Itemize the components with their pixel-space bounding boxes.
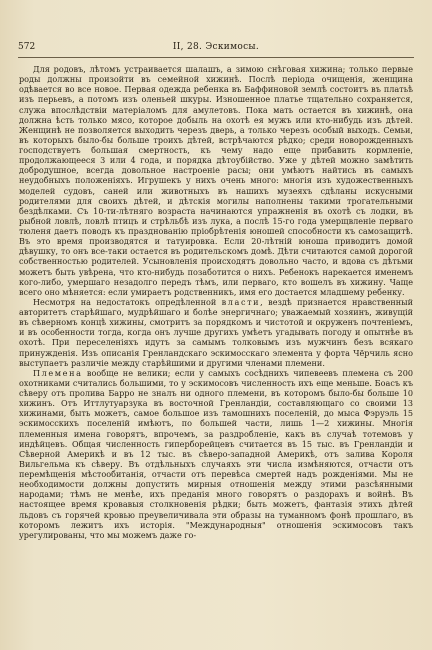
- paragraph: [19, 64, 413, 297]
- paragraph: [19, 368, 413, 540]
- text-run: Для родовъ, лѣтомъ устраивается шалашъ, а зимою снѣговая хижина; только первые роды должны произойти въ семейной хижинѣ. Послѣ періода очищенія, женщина одѣвается во все новое. Первая одежда ребенка въ Баффиновой землѣ состоитъ въ платьѣ изъ перьевъ, а потомъ изъ оленьей шкуры. Изношенное платье тщательно сохраняется, служа впослѣдствіи матеріаломъ для амулетовъ. Пока мать остается въ хижинѣ, она должна ѣсть только мясо, которое добыль на охотѣ ея мужъ или кто-нибудь изъ дѣтей. Женщинѣ не позволяется выходить черезъ дверь, а только черезъ особый выходъ. Семьи, въ которыхъ было-бы больше трoихъ дѣтей, встрѣчаются рѣдко; среди новорожденныхъ господствуетъ большая смертность, къ чему надо еще прибавить кормленіе, продолжающееся 3 или 4 года, и порядка дѣтоубійство. Уже у дѣтей можно замѣтить добродушное, всегда довольное настроеніе расы; они умѣютъ найтись въ самыхъ неудобныхъ положеніяхъ. Игрушекъ у нихъ очень много: многія изъ художественныхъ моделей судовъ, саней или животныхъ въ нашихъ музеяхъ сдѣланы искусными родителями для своихъ дѣтей, и дѣтскія могилы наполнены такими трогательными бездѣлками. Съ 10-ти-лѣтняго возраста начинаются упражненія въ охотѣ съ лодки, въ рыбной ловлѣ, ловлѣ птицъ и стрѣльбѣ изъ лука, а послѣ 15-го года умерщвленіе перваго тюленя даетъ поводъ къ празднованію пріобрѣтенія юношей способности къ самозащитѣ. Въ это время производятся и татуировка. Если 20-лѣтній юноша приводитъ домой дѣвушку, то онъ все-таки остается въ родительскомъ домѣ. Дѣти считаются самой дорогой собственностью родителей. Усыновленія происходятъ довольно часто, и вдова съ дѣтьми можетъ быть увѣрена, что кто-нибудь позаботится о нихъ. Ребенокъ нарекается именемъ кого-либо, умершаго незадолго передъ тѣмъ, или перваго, кто вошелъ въ хижину. Чаще всего оно мѣняется: если умираетъ родственникъ, имя его достается младшему ребенку.: [19, 64, 413, 297]
- text-run: Несмотря на недостатокъ опредѣленной: [33, 296, 222, 307]
- body-text: [19, 64, 413, 639]
- spaced-emphasis: власти: [221, 296, 261, 307]
- spaced-emphasis: Племена: [33, 367, 83, 378]
- text-run: вообще не велики; если у самыхъ сосѣднихъ чипевеевъ племена съ 200 охотниками считались большими, то у эскимосовъ численность ихъ еще меньше. Боасъ къ сѣверу отъ пролива Барро не зналъ ни одного племени, въ которомъ было-бы больше 10 хижинъ. Отъ Иттлутуарзука въ восточной Гренландіи, составляющаго со своими 13 хижинами, быть можетъ, самое большое изъ тамошнихъ поселеній, до мыса Фэруэль 15 эскимосскихъ поселеній имѣютъ, по большей части, лишь 1—2 хижины. Многія племенныя имена говорятъ, впрочемъ, за раздробленіе, какъ въ случаѣ тотемовъ у индѣйцевъ. Общая численность гиперборейцевъ считается въ 15 тыс. въ Гренландіи и Сѣверной Америкѣ и въ 12 тыс. въ сѣверо-западной Америкѣ, отъ залива Короля Вильгельма къ сѣверу. Въ отдѣльныхъ случаяхъ эти числа измѣняются, отчасти отъ перемѣщенія мѣстообитанія, отчасти отъ перевѣса смертей надъ рожденіями. Мы не необходимости должны допустить мирныя отношенія между этими разсѣянными народами; тѣмъ не менѣе, ихъ преданія много говорятъ о раздорахъ и войнѣ. Въ настоящее время кровавыя столкновенія рѣдки; быть можетъ, фантазія этихъ дѣтей льдовъ съ горячей кровью преувеличивала эти образы на туманномъ фонѣ прошлаго, въ которомъ лежитъ ихъ исторія. "Международныя" отношенія эскимосовъ такъ урегулированы, что мы можемъ даже го-: [19, 367, 413, 540]
- page-header: [18, 40, 414, 54]
- running-head: II, 28. Эскимосы.: [172, 42, 260, 52]
- text-run: , вездѣ признается нравственный авторитетъ старѣйшаго, мудрѣйшаго и болѣе энергичнаго; уважаемый хозяинъ, живущій въ сѣверномъ концѣ хижины, смотритъ за порядкомъ и чистотой и окруженъ почтеніемъ, и въ особенности тогда, когда онъ лучше другихъ умѣетъ угадывать погоду и опытнѣе въ охотѣ. При переселеніяхъ идутъ за самымъ толковымъ изъ мужчинъ безъ всякаго принужденія. Изъ описанія Гренландскаго эскимосскаго элемента у форта Чёрчиль ясно выступаетъ различіе между старѣйшими и другими членами племени.: [19, 296, 413, 368]
- header-rule: [18, 57, 414, 58]
- paragraph: [19, 297, 413, 368]
- page-number: 572: [18, 42, 36, 52]
